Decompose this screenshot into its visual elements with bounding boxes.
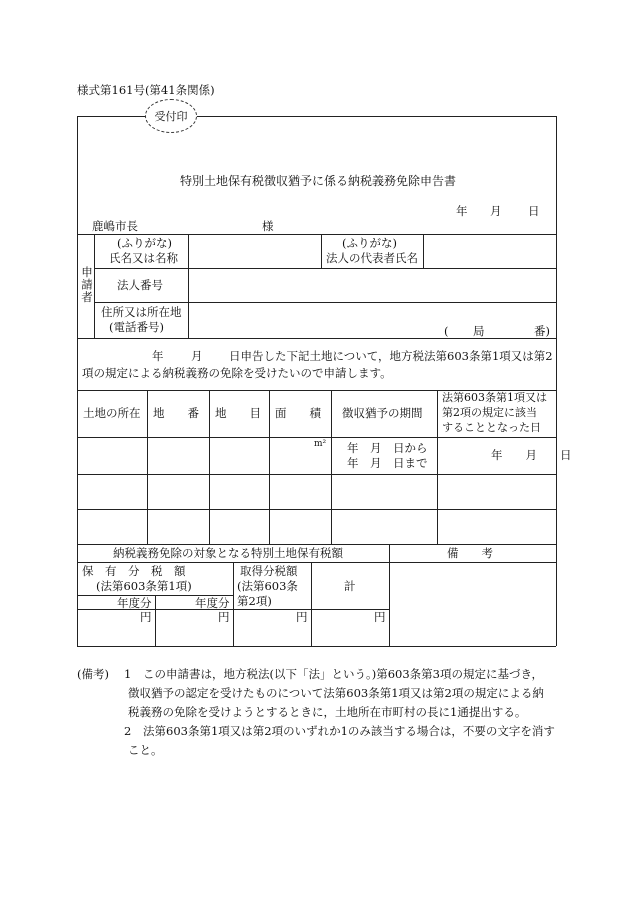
note-2-num: 2	[124, 724, 132, 738]
yen-4: 円	[374, 610, 386, 624]
tax-header-notes: 備 考	[447, 546, 493, 560]
form-number: 様式第161号(第41条関係)	[77, 83, 215, 97]
fiscal-year-2: 年度分	[195, 596, 230, 610]
note-2-line-1: 法第603条第1項又は第2項のいずれか1のみ該当する場合は，不要の文字を消す	[143, 724, 555, 738]
frame-left	[77, 116, 78, 646]
phone-label: (電話番号)	[109, 320, 164, 334]
col-applicable-2: 第2項の規定に該当	[442, 406, 537, 419]
note-1-line-3: 税義務の免除を受けようとするときに，土地所在市町村の長に1通提出する。	[128, 705, 527, 719]
period-to: 年 月 日まで	[347, 456, 428, 470]
yen-2: 円	[218, 610, 230, 624]
acquisition-tax-label: 取得分税額	[240, 564, 298, 578]
tax-header-main: 納税義務免除の対象となる特別土地保有税額	[113, 546, 343, 560]
frame-bottom	[77, 646, 556, 647]
fiscal-year-1: 年度分	[117, 596, 152, 610]
form-title: 特別土地保有税徴収猶予に係る納税義務免除申告書	[180, 174, 457, 188]
rep-kana-label: (ふりがな)	[342, 236, 397, 250]
yen-1: 円	[140, 610, 152, 624]
yen-3: 円	[296, 610, 308, 624]
holding-tax-ref: (法第603条第1項)	[96, 579, 192, 593]
notes-label: (備考)	[77, 667, 109, 681]
note-1-line-1: この申請書は，地方税法(以下「法」という。)第603条第3項の規定に基づき，	[143, 667, 544, 681]
col-location: 土地の所在	[83, 406, 141, 420]
date-year: 年	[456, 204, 468, 218]
reception-stamp: 受付印	[145, 99, 197, 133]
note-1-line-2: 徴収猶予の認定を受けたものについて法第603条第1項又は第2項の規定による納	[128, 686, 544, 700]
addressee: 鹿嶋市長	[92, 219, 138, 233]
holding-tax-label: 保 有 分 税 額	[82, 564, 186, 578]
rep-label: 法人の代表者氏名	[326, 251, 418, 265]
statement-month: 月	[191, 349, 203, 363]
name-kana-label: (ふりがな)	[117, 236, 172, 250]
col-applicable-1: 法第603条第1項又は	[442, 391, 547, 404]
honorific: 様	[262, 219, 274, 233]
name-label: 氏名又は名称	[109, 251, 178, 265]
period-from: 年 月 日から	[347, 441, 428, 455]
col-chimoku: 地 目	[215, 406, 261, 420]
corp-number-label: 法人番号	[117, 278, 163, 292]
statement-text-1: 日申告した下記土地について，地方税法第603条第1項又は第2	[229, 349, 553, 363]
date-day: 日	[528, 204, 540, 218]
area-unit: m²	[314, 439, 327, 449]
col-area: 面 積	[275, 406, 321, 420]
col-chiban: 地 番	[153, 406, 199, 420]
frame-right	[556, 116, 557, 646]
col-applicable-3: することとなった日	[442, 421, 541, 434]
col-period: 徴収猶予の期間	[342, 406, 423, 420]
phone-open: (	[444, 324, 449, 338]
note-1-num: 1	[124, 667, 132, 681]
note-2-line-2: こと。	[128, 743, 163, 757]
address-label: 住所又は所在地	[101, 305, 182, 319]
phone-ban: 番)	[534, 324, 550, 338]
statement-text-2: 項の規定による納税義務の免除を受けたいので申請します。	[82, 366, 392, 380]
statement-year: 年	[152, 349, 164, 363]
applicable-date: 年 月 日	[491, 448, 572, 462]
acquisition-tax-ref-1: (法第603条	[237, 579, 298, 593]
date-month: 月	[490, 204, 502, 218]
total-label: 計	[344, 579, 356, 593]
acquisition-tax-ref-2: 第2項)	[237, 594, 272, 608]
phone-kyoku: 局	[473, 324, 485, 338]
applicant-group-label: 申請者	[79, 266, 94, 304]
